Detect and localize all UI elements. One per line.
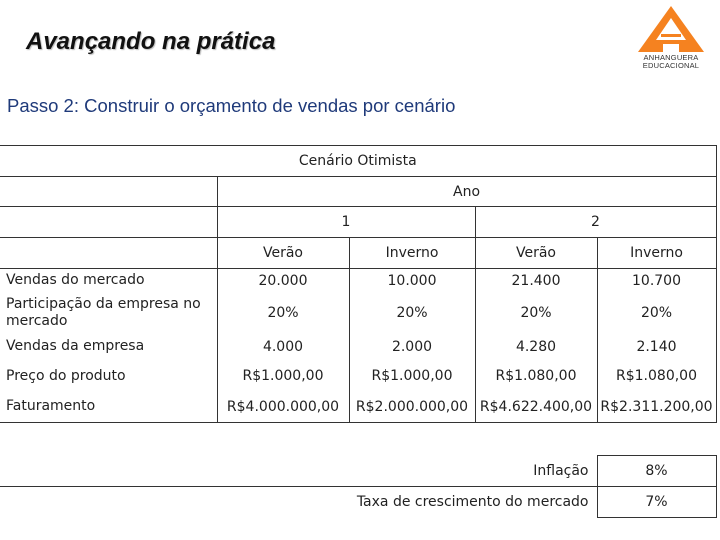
cell-value: R$2.000.000,00 [349, 392, 475, 423]
season-header: Inverno [597, 238, 716, 269]
cell-value: R$1.000,00 [217, 361, 349, 392]
table-corner [0, 207, 217, 238]
budget-table [0, 145, 717, 423]
cell-value: R$4.000.000,00 [217, 392, 349, 423]
year-header: 2 [475, 207, 716, 238]
parameter-row [0, 487, 716, 518]
table-row [0, 293, 716, 333]
cell-value: 10.700 [597, 269, 716, 293]
table-title: Cenário Otimista [0, 146, 716, 177]
parameter-value: 8% [597, 456, 716, 487]
cell-value: 10.000 [349, 269, 475, 293]
parameter-label: Taxa de crescimento do mercado [356, 494, 589, 511]
table-row [0, 392, 716, 423]
cell-value: R$1.080,00 [597, 361, 716, 392]
cell-value: 4.280 [475, 333, 597, 361]
year-header: 1 [217, 207, 475, 238]
table-corner [0, 238, 217, 269]
cell-value: R$4.622.400,00 [475, 392, 597, 423]
table-corner [0, 177, 217, 207]
logo-text-line1: ANHANGUERA [643, 53, 699, 62]
logo-text-line2: EDUCACIONAL [642, 61, 700, 70]
table-row [0, 333, 716, 361]
season-header: Verão [217, 238, 349, 269]
parameters-table [0, 455, 717, 518]
season-header: Inverno [349, 238, 475, 269]
brand-logo [634, 4, 708, 74]
table-row [0, 361, 716, 392]
parameter-row [0, 456, 716, 487]
row-label: Preço do produto [6, 367, 126, 384]
cell-value: R$2.311.200,00 [597, 392, 716, 423]
parameter-value: 7% [597, 487, 716, 518]
row-label: Vendas do mercado [6, 272, 145, 289]
cell-value: 20% [349, 293, 475, 333]
cell-value: 2.000 [349, 333, 475, 361]
table-row [0, 269, 716, 293]
slide-subtitle: Passo 2: Construir o orçamento de vendas por cenário [7, 95, 456, 116]
cell-value: 20% [217, 293, 349, 333]
row-label: Participação da empresa no mercado [6, 295, 201, 329]
cell-value: R$1.080,00 [475, 361, 597, 392]
cell-value: 2.140 [597, 333, 716, 361]
cell-value: R$1.000,00 [349, 361, 475, 392]
cell-value: 20% [475, 293, 597, 333]
cell-value: 20% [597, 293, 716, 333]
cell-value: 21.400 [475, 269, 597, 293]
row-label: Faturamento [0, 392, 217, 423]
anhanguera-triangle-logo-icon [634, 4, 708, 54]
group-header: Ano [217, 177, 716, 207]
row-label: Vendas da empresa [6, 338, 145, 354]
parameter-label: Inflação [0, 456, 597, 487]
season-header: Verão [475, 238, 597, 269]
slide-title: Avançando na prática [26, 28, 276, 55]
cell-value: 4.000 [217, 333, 349, 361]
cell-value: 20.000 [217, 269, 349, 293]
